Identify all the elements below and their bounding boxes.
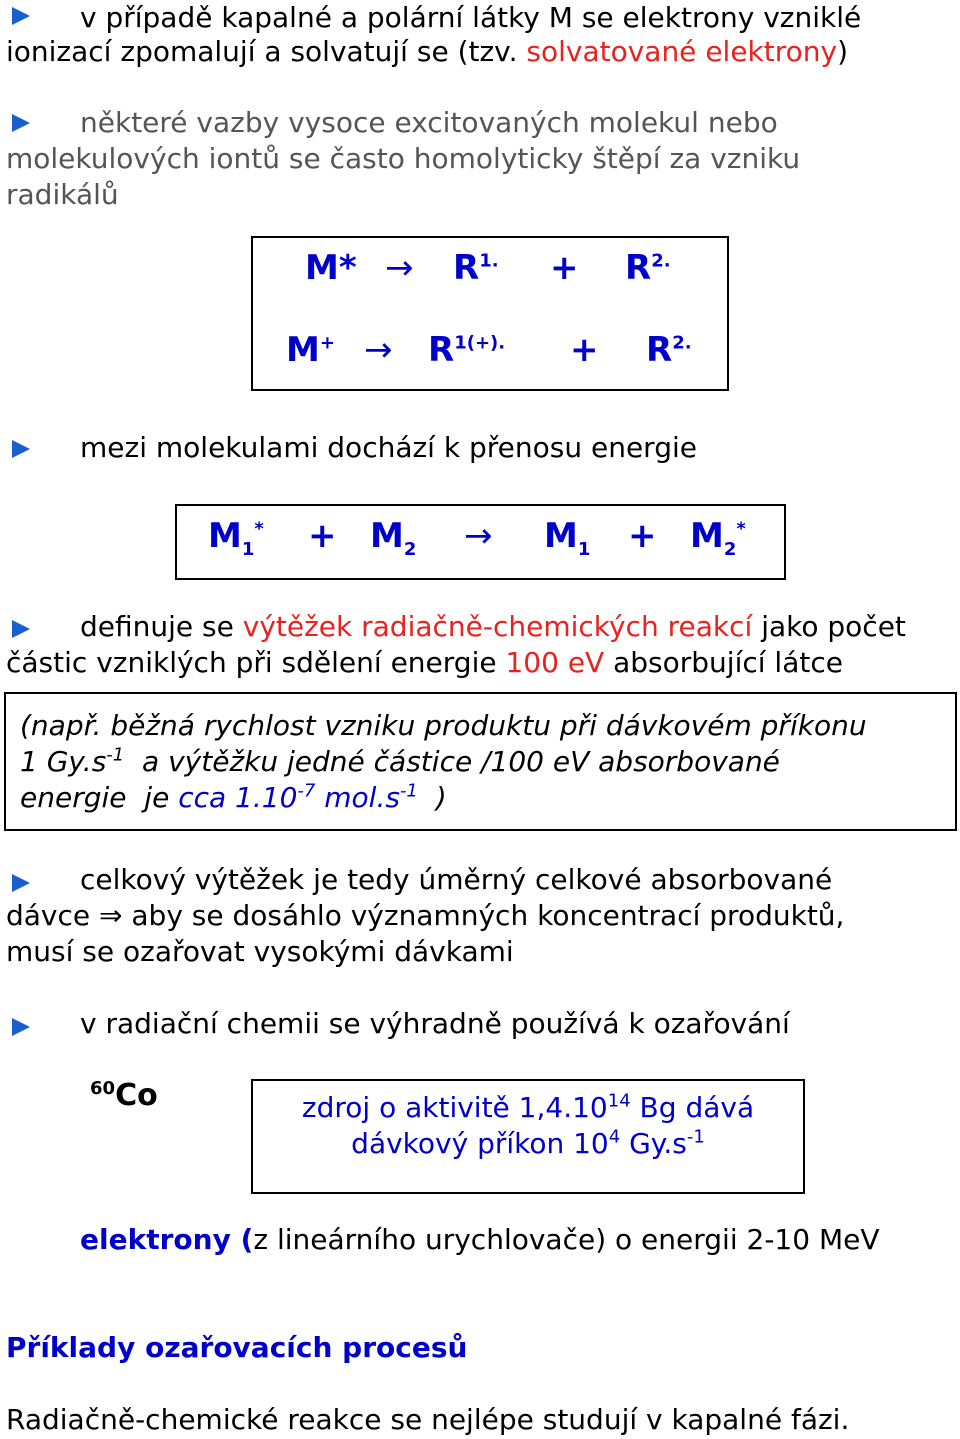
yield-highlight: výtěžek radiačně-chemických reakcí bbox=[242, 610, 753, 643]
p4-line2: částic vzniklých při sdělení energie 100 eV absorbující látce bbox=[6, 646, 843, 679]
p5-line1: celkový výtěžek je tedy úměrný celkové absorbované bbox=[80, 863, 833, 896]
last-line: Radiačně-chemické reakce se nejlépe studují v kapalné fázi. bbox=[6, 1403, 850, 1436]
eq1-r1: $R^{1.}$ bbox=[453, 248, 499, 288]
eq3-plus: + bbox=[308, 516, 337, 556]
p4-line1: definuje se výtěžek radiačně-chemických reakcí jako počet bbox=[80, 610, 906, 643]
arrow-icon: → bbox=[464, 516, 493, 556]
p1-highlight: solvatované elektrony bbox=[526, 35, 838, 68]
bullet-icon bbox=[12, 620, 30, 638]
p1-line2 bbox=[6, 34, 848, 70]
p1-line1: v případě kapalné a polární látky M se elektrony vzniklé bbox=[80, 1, 862, 34]
eq1-r2: $R^{2.}$ bbox=[625, 248, 671, 288]
p6-line1: v radiační chemii se výhradně používá k ozařování bbox=[80, 1007, 790, 1040]
eq2-lhs: M+ bbox=[286, 330, 335, 370]
implies-arrow-icon: ⇒ bbox=[99, 899, 123, 932]
eq1-lhs: M* bbox=[305, 248, 357, 288]
arrow-icon: → bbox=[385, 248, 414, 288]
equation-ion bbox=[286, 330, 692, 370]
eq3-plus2: + bbox=[628, 516, 657, 556]
bullet-icon bbox=[12, 1018, 30, 1036]
eq1-plus: + bbox=[550, 248, 579, 288]
bullet-icon bbox=[12, 874, 30, 892]
eq3-m1: $M_1$ bbox=[544, 516, 591, 560]
p2-line3: radikálů bbox=[6, 178, 119, 211]
source-line2: dávkový příkon $10^4$ $Gy.s^{-1}$ bbox=[351, 1126, 705, 1160]
note-line1: (např. běžná rychlost vzniku produktu při dávkovém příkonu bbox=[20, 709, 867, 742]
section-heading: Příklady ozařovacích procesů bbox=[6, 1331, 468, 1364]
eq3-m1-star: $M_1^*$ bbox=[208, 516, 264, 560]
equation-excited bbox=[305, 248, 671, 288]
p1-line2-end: ) bbox=[837, 35, 849, 68]
cobalt-60-label: $^{60}$Co bbox=[90, 1078, 158, 1113]
p2-line2: molekulových iontů se často homolyticky štěpí za vzniku bbox=[6, 142, 801, 175]
eq3-m2: $M_2$ bbox=[370, 516, 417, 560]
bullet-icon bbox=[12, 7, 30, 25]
note-line2: 1 $Gy.s^{-1}$ a výtěžku jedné částice /100 eV absorbované bbox=[20, 744, 780, 778]
note-line3: energie je cca $1.10^{-7}$ $mol.s^{-1}$ ) bbox=[20, 780, 447, 814]
p3-line1: mezi molekulami dochází k přenosu energie bbox=[80, 431, 697, 464]
p5-line3: musí se ozařovat vysokými dávkami bbox=[6, 935, 514, 968]
eq2-r1: $R^{1(+).}$ bbox=[428, 330, 506, 370]
p5-line2: dávce ⇒ aby se dosáhlo významných koncentrací produktů, bbox=[6, 899, 845, 932]
bullet-icon bbox=[12, 114, 30, 132]
eq2-plus: + bbox=[570, 330, 599, 370]
equation-energy-transfer bbox=[208, 516, 768, 560]
p2-line1: některé vazby vysoce excitovaných molekul nebo bbox=[80, 106, 778, 139]
source-line1: zdroj o aktivitě 1,4.10$^{14}$ Bg dává bbox=[301, 1090, 755, 1124]
p1-line2-text: ionizací zpomalují a solvatují se (tzv. bbox=[6, 35, 527, 68]
eq2-r2: $R^{2.}$ bbox=[646, 330, 692, 370]
eq3-m2-star: $M_2^*$ bbox=[690, 516, 746, 560]
energy-highlight: 100 eV bbox=[505, 646, 605, 679]
electrons-line: elektrony (z lineárního urychlovače) o energii 2-10 MeV bbox=[80, 1223, 880, 1256]
arrow-icon: → bbox=[364, 330, 393, 370]
bullet-icon bbox=[12, 440, 30, 458]
